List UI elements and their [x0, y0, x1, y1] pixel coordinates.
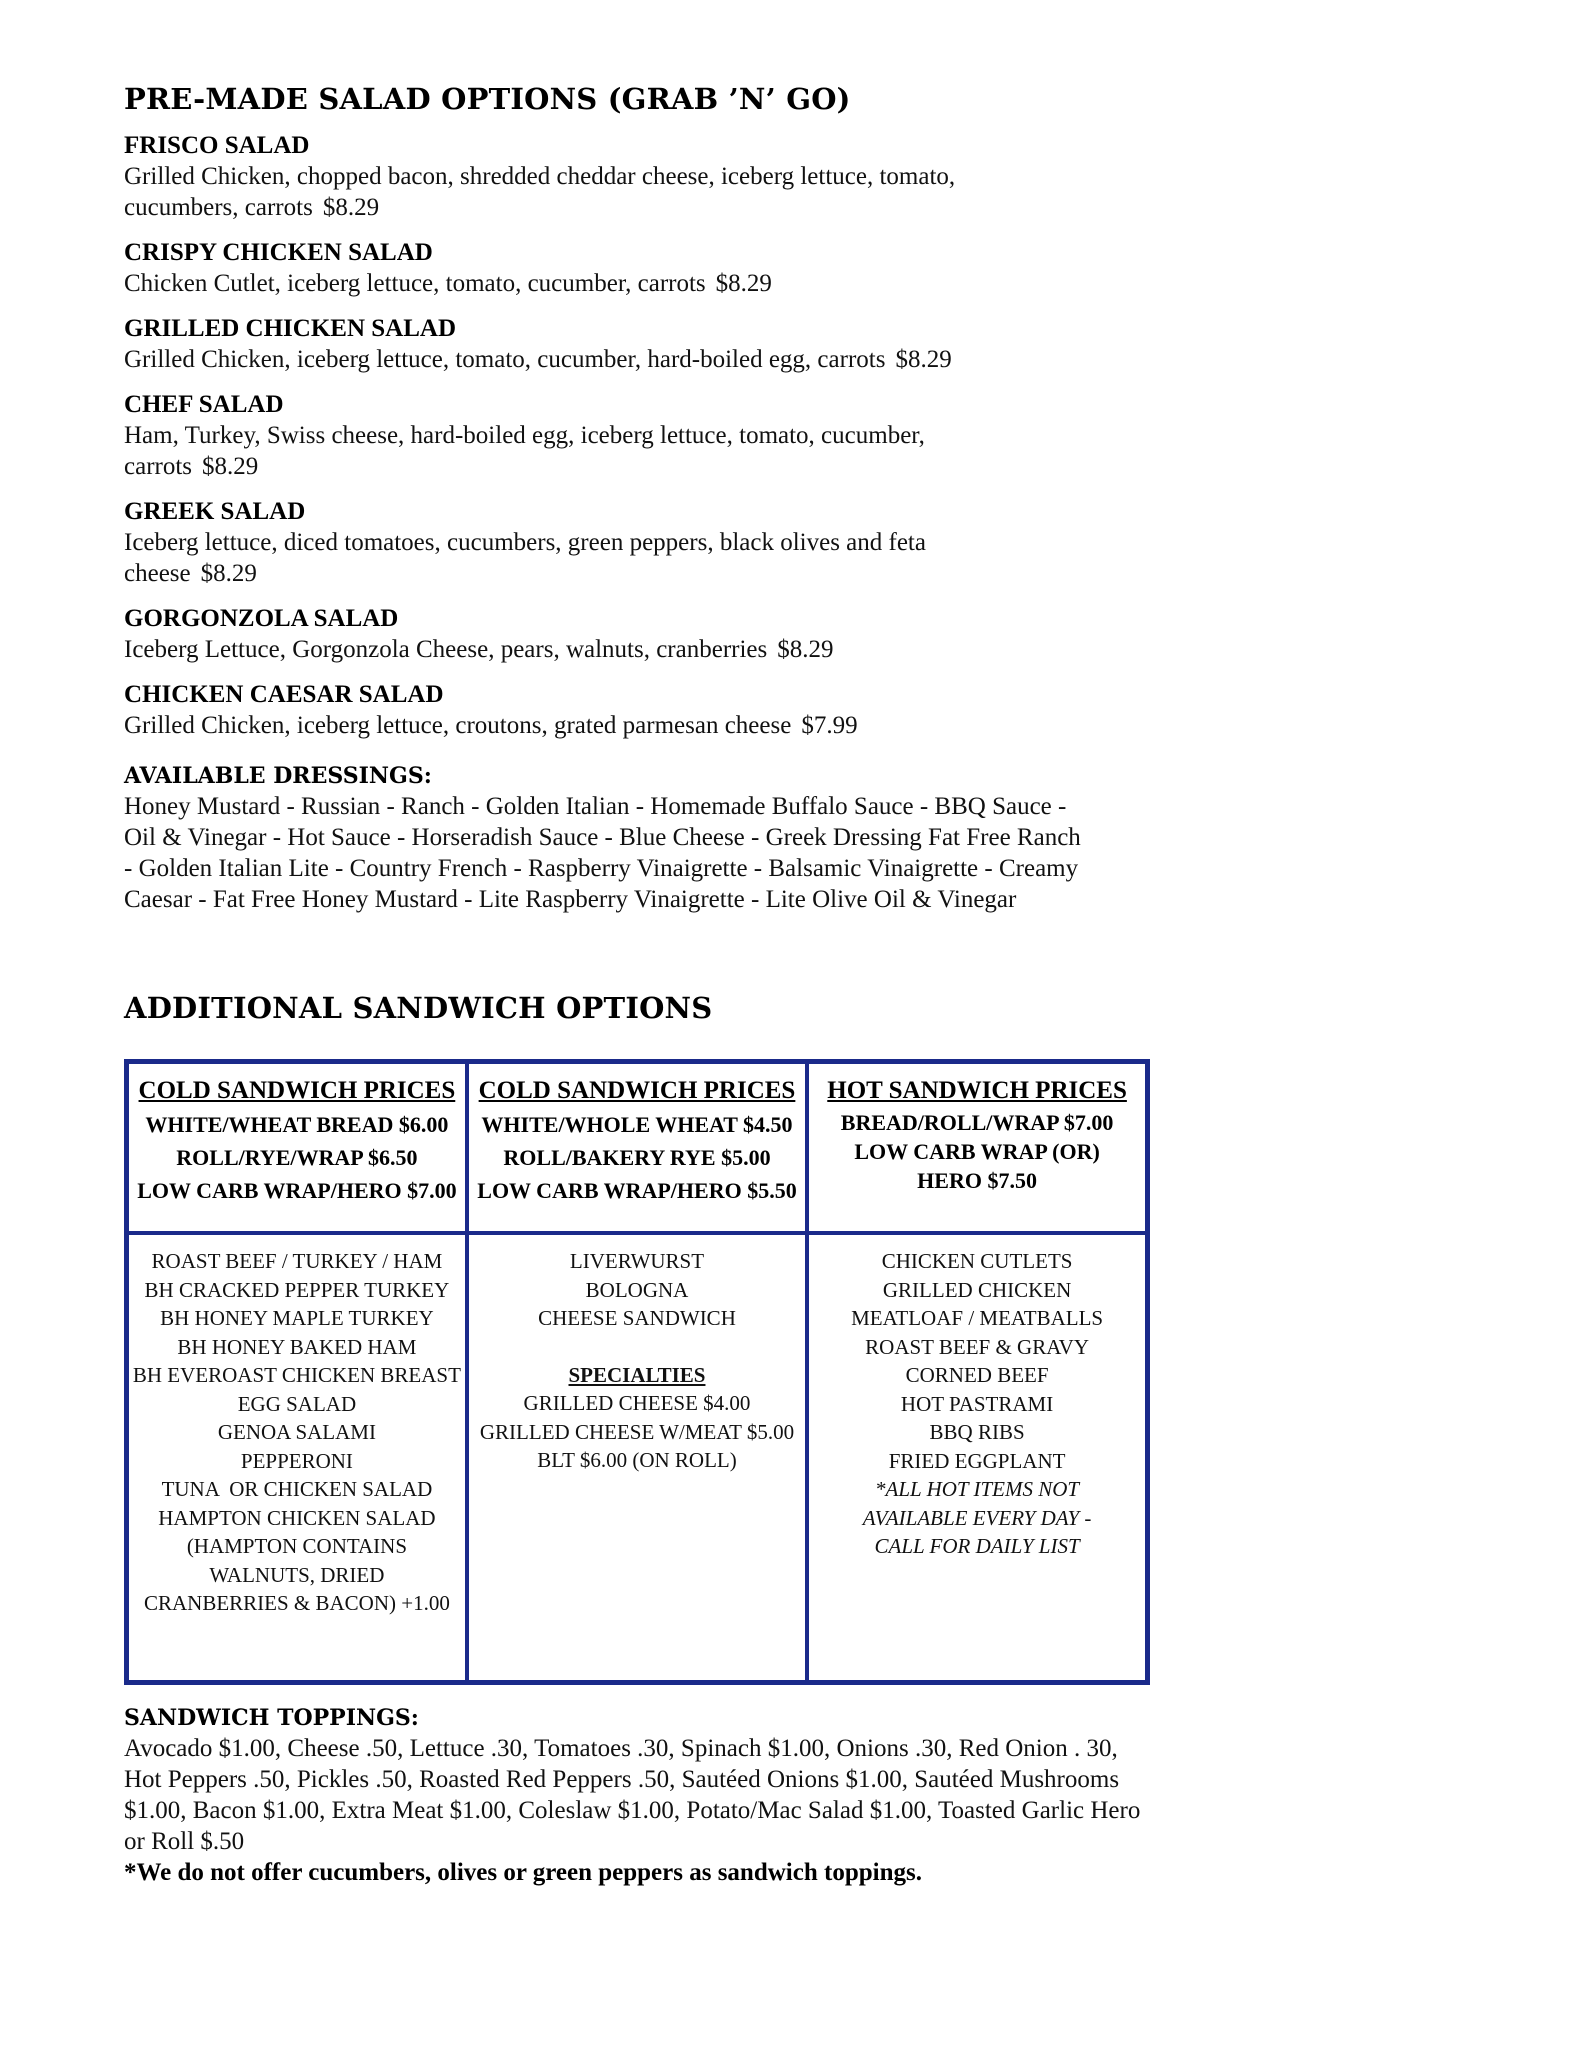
price-line: LOW CARB WRAP (OR): [854, 1139, 1100, 1164]
salad-description: [124, 161, 1064, 223]
salad-item: [124, 603, 1524, 665]
cold-items-cell-2: [467, 1233, 807, 1683]
salad-description: [124, 527, 1064, 589]
salad-price: $8.29: [715, 270, 772, 297]
price-line: WHITE/WHOLE WHEAT $4.50: [481, 1112, 793, 1137]
sandwich-item: BH CRACKED PEPPER TURKEY: [144, 1277, 450, 1302]
sandwich-item: BH EVEROAST CHICKEN BREAST: [132, 1363, 461, 1387]
salad-description: [124, 344, 1064, 375]
sandwich-item: ROAST BEEF & GRAVY: [865, 1334, 1089, 1359]
price-line: ROLL/RYE/WRAP $6.50: [176, 1145, 418, 1170]
sandwich-item: BBQ RIBS: [929, 1420, 1025, 1444]
items-row: [127, 1233, 1148, 1683]
salad-section-heading: PRE-MADE SALAD OPTIONS (GRAB ’N’ GO): [124, 82, 851, 116]
price-row: [127, 1062, 1148, 1234]
sandwich-item: GENOA SALAMI: [217, 1420, 376, 1444]
sandwich-section-heading: ADDITIONAL SANDWICH OPTIONS: [124, 991, 713, 1025]
price-line: LOW CARB WRAP/HERO $7.00: [137, 1178, 457, 1203]
salad-price: $8.29: [322, 194, 380, 221]
salad-price: $8.29: [202, 453, 259, 480]
salad-ingredients: Iceberg lettuce, diced tomatoes, cucumbers, green peppers, black olives and feta cheese: [124, 529, 926, 587]
salad-description: [124, 420, 1064, 482]
column-title: HOT SANDWICH PRICES: [827, 1077, 1127, 1104]
availability-note: AVAILABLE EVERY DAY -: [862, 1505, 1092, 1530]
toppings-list: Avocado $1.00, Cheese .50, Lettuce .30, Tomatoes .30, Spinach $1.00, Onions .30, Red Onion . 30, Hot Peppers .50, Pickles .50, Roasted Red Peppers .50, Sautéed Onions $1.00, Sautéed Mushrooms $1.00, Bacon $1.00, Extra Meat $1.00, Coleslaw $1.00, Potato/Mac Salad $1.00, Toasted Garlic Hero or Roll $.50: [124, 1735, 1141, 1855]
sandwich-item: HOT PASTRAMI: [900, 1391, 1054, 1416]
specialties-title: SPECIALTIES: [568, 1362, 706, 1387]
salad-price: $8.29: [777, 636, 834, 663]
salad-name: CHICKEN CAESAR SALAD: [124, 681, 444, 708]
sandwich-item: CHICKEN CUTLETS: [881, 1249, 1073, 1273]
sandwich-item: PEPPERONI: [240, 1448, 353, 1473]
cold-prices-cell-1: [127, 1062, 467, 1234]
sandwich-price-table: [124, 1059, 1150, 1685]
cold-items-cell-1: [127, 1233, 467, 1683]
salad-price: $8.29: [200, 560, 257, 587]
salad-name: GORGONZOLA SALAD: [124, 605, 399, 632]
specialty-item: BLT $6.00 (ON ROLL): [537, 1448, 737, 1472]
salad-ingredients: Ham, Turkey, Swiss cheese, hard-boiled egg, iceberg lettuce, tomato, cucumber, carrots: [124, 422, 925, 480]
sandwich-item: HAMPTON CHICKEN SALAD: [158, 1505, 436, 1530]
salad-description: [124, 634, 1064, 665]
hot-prices-cell: [807, 1062, 1147, 1234]
salad-description: [124, 268, 1064, 299]
toppings-note: *We do not offer cucumbers, olives or green peppers as sandwich toppings.: [124, 1859, 922, 1886]
sandwich-item: LIVERWURST: [569, 1249, 705, 1273]
sandwich-item: CRANBERRIES & BACON) +1.00: [143, 1591, 450, 1615]
price-line: ROLL/BAKERY RYE $5.00: [503, 1145, 771, 1170]
salad-price: $7.99: [801, 712, 858, 739]
sandwich-item: ROAST BEEF / TURKEY / HAM: [151, 1249, 443, 1273]
salad-item: [124, 496, 1524, 589]
salad-item: [124, 389, 1524, 482]
salad-name: GREEK SALAD: [124, 498, 306, 525]
sandwich-item: BH HONEY MAPLE TURKEY: [160, 1306, 434, 1330]
cold-prices-cell-2: [467, 1062, 807, 1234]
availability-note: CALL FOR DAILY LIST: [874, 1534, 1080, 1558]
salad-item: [124, 313, 1524, 375]
salad-description: [124, 710, 1064, 741]
salad-name: CRISPY CHICKEN SALAD: [124, 239, 433, 266]
sandwich-item: BOLOGNA: [585, 1277, 689, 1302]
column-title: COLD SANDWICH PRICES: [138, 1077, 456, 1104]
salad-item: [124, 130, 1524, 223]
salad-price: $8.29: [895, 346, 952, 373]
sandwich-item: TUNA OR CHICKEN SALAD: [161, 1477, 433, 1501]
salad-ingredients: Chicken Cutlet, iceberg lettuce, tomato, cucumber, carrots: [124, 270, 706, 297]
specialty-item: GRILLED CHEESE W/MEAT $5.00: [479, 1419, 795, 1444]
salad-name: FRISCO SALAD: [124, 132, 310, 159]
price-line: LOW CARB WRAP/HERO $5.50: [477, 1178, 797, 1203]
hot-items-cell: [807, 1233, 1147, 1683]
salad-name: GRILLED CHICKEN SALAD: [124, 315, 457, 342]
price-line: WHITE/WHEAT BREAD $6.00: [145, 1112, 449, 1137]
salad-name: CHEF SALAD: [124, 391, 284, 418]
salad-item: [124, 237, 1524, 299]
salad-ingredients: Grilled Chicken, iceberg lettuce, croutons, grated parmesan cheese: [124, 712, 792, 739]
sandwich-item: BH HONEY BAKED HAM: [177, 1334, 417, 1359]
sandwich-item: WALNUTS, DRIED: [209, 1562, 385, 1587]
sandwich-item: FRIED EGGPLANT: [888, 1448, 1066, 1473]
salad-ingredients: Grilled Chicken, chopped bacon, shredded cheddar cheese, iceberg lettuce, tomato, cucumbers, carrots: [124, 163, 956, 221]
sandwich-item: CHEESE SANDWICH: [538, 1306, 736, 1330]
column-title: COLD SANDWICH PRICES: [478, 1077, 796, 1104]
salad-item: [124, 679, 1524, 741]
price-line: BREAD/ROLL/WRAP $7.00: [840, 1110, 1114, 1135]
dressings-title: AVAILABLE DRESSINGS:: [124, 763, 432, 789]
toppings-title: SANDWICH TOPPINGS:: [124, 1705, 419, 1731]
price-line: HERO $7.50: [917, 1168, 1037, 1193]
salad-ingredients: Iceberg Lettuce, Gorgonzola Cheese, pears, walnuts, cranberries: [124, 636, 768, 663]
sandwich-item: CORNED BEEF: [905, 1363, 1049, 1387]
sandwich-item: MEATLOAF / MEATBALLS: [851, 1306, 1104, 1330]
sandwich-item: EGG SALAD: [237, 1391, 357, 1416]
sandwich-item: (HAMPTON CONTAINS: [186, 1534, 408, 1558]
dressings-list: Honey Mustard - Russian - Ranch - Golden Italian - Homemade Buffalo Sauce - BBQ Sauce - Oil & Vinegar - Hot Sauce - Horseradish Sauce - Blue Cheese - Greek Dressing Fat Free Ranch - Golden Italian Lite - Country French - Raspberry Vinaigrette - Balsamic Vinaigrette - Creamy Caesar - Fat Free Honey Mustard - Lite Raspberry Vinaigrette - Lite Olive Oil & Vinegar: [124, 793, 1081, 913]
availability-note: *ALL HOT ITEMS NOT: [875, 1477, 1080, 1501]
menu-page: [124, 82, 1524, 1888]
specialty-item: GRILLED CHEESE $4.00: [523, 1391, 751, 1415]
sandwich-item: GRILLED CHICKEN: [882, 1277, 1072, 1302]
salad-ingredients: Grilled Chicken, iceberg lettuce, tomato, cucumber, hard-boiled egg, carrots: [124, 346, 886, 373]
